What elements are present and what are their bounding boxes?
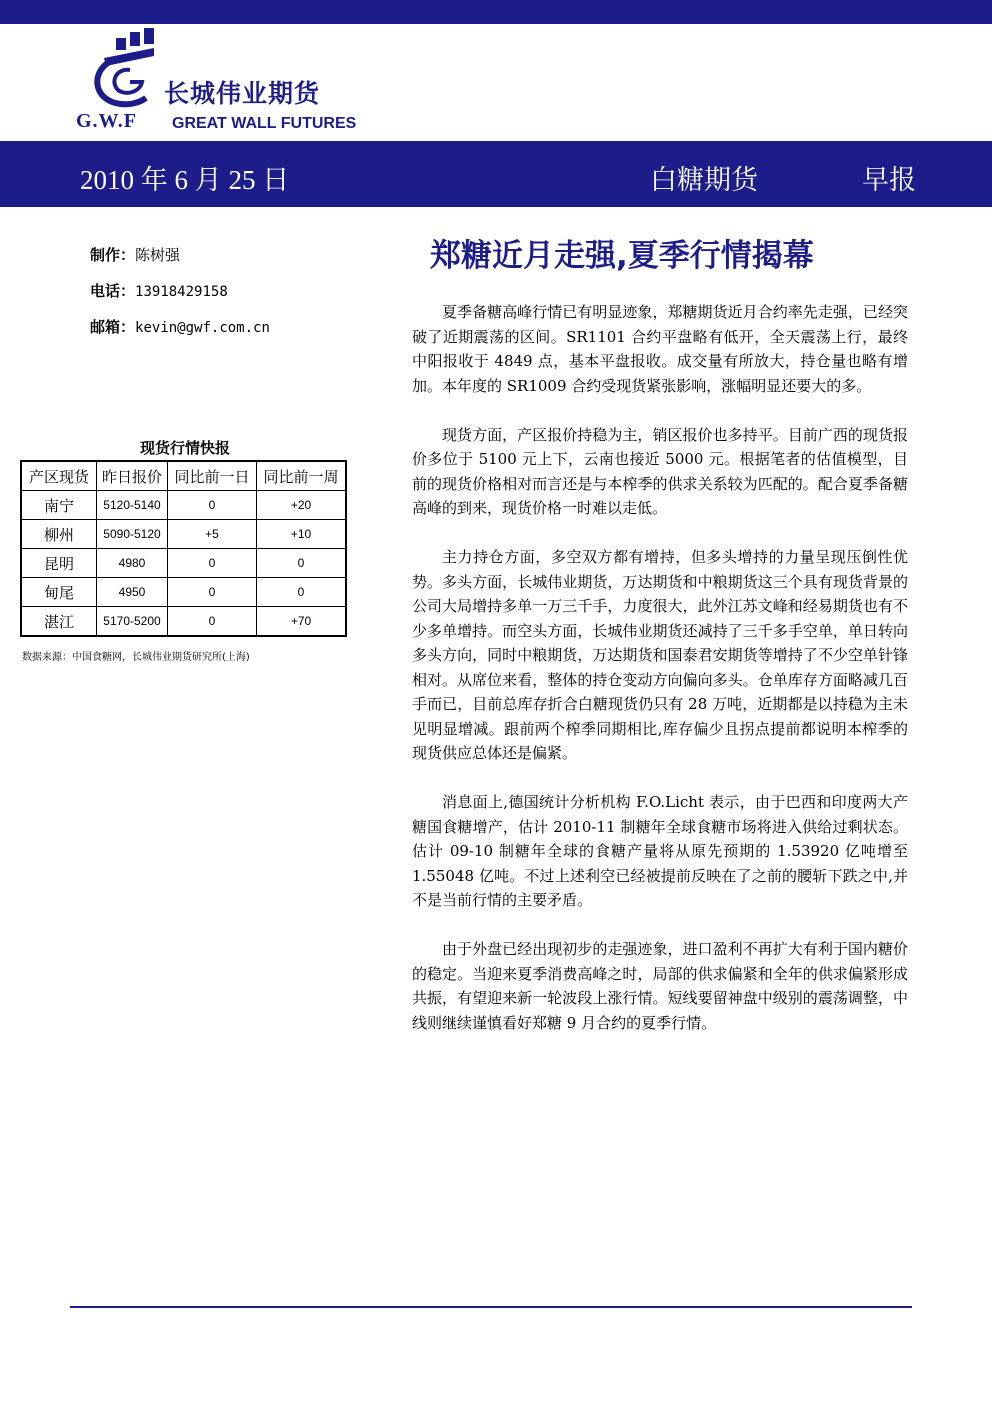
table-row <box>21 520 346 549</box>
week-change-cell: 0 <box>257 578 347 607</box>
region-cell: 柳州 <box>21 520 97 549</box>
week-change-cell: +20 <box>257 491 347 520</box>
day-change-cell: +5 <box>168 520 257 549</box>
data-source-note: 数据来源：中国食糖网，长城伟业期货研究所(上海) <box>22 652 250 663</box>
day-change-cell: 0 <box>168 491 257 520</box>
price-cell: 4980 <box>97 549 168 578</box>
table-header: 同比前一日 <box>168 461 257 491</box>
week-change-cell: +70 <box>257 607 347 637</box>
table-row <box>21 578 346 607</box>
phone-label: 电话 <box>90 282 121 300</box>
spot-table-title: 现货行情快报 <box>139 439 230 457</box>
price-cell: 4950 <box>97 578 168 607</box>
day-change-cell: 0 <box>168 549 257 578</box>
email-label: 邮箱 <box>90 318 121 336</box>
table-header: 昨日报价 <box>97 461 168 491</box>
paragraph: 主力持仓方面，多空双方都有增持，但多头增持的力量呈现压倒性优势。多头方面，长城伟业期货，万达期货和中粮期货这三个具有现货背景的公司大局增持多单一万三千手，力度很大，此外江苏文峰和经易期货也有不少多单增持。而空头方面，长城伟业期货还减持了三千多手空单，单日转向多头方向，同时中粮期货，万达期货和国泰君安期货等增持了不少空单针锋相对。从席位来看，整体的持仓变动方向偏向多头。仓单库存方面略减几百手而已，目前总库存折合白糖现货仍只有 28 万吨，近期都是以持稳为主未见明显增减。跟前两个榨季同期相比,库存偏少且拐点提前都说明本榨季的现货供应总体还是偏紧。 <box>412 548 908 762</box>
author-phone-row: 电话：13918429158 <box>90 282 228 300</box>
phone-value: 13918429158 <box>135 284 228 300</box>
logo-chinese-name: 长城伟业期货 <box>164 79 321 108</box>
region-cell: 南宁 <box>21 491 97 520</box>
article-title: 郑糖近月走强,夏季行情揭幕 <box>430 238 814 274</box>
week-change-cell: +10 <box>257 520 347 549</box>
report-type: 早报 <box>862 165 916 195</box>
logo-abbreviation: G.W.F <box>76 110 137 132</box>
table-row <box>21 549 346 578</box>
table-header-row <box>21 461 346 491</box>
table-row <box>21 491 346 520</box>
region-cell: 湛江 <box>21 607 97 637</box>
region-cell: 昆明 <box>21 549 97 578</box>
report-date: 2010 年 6 月 25 日 <box>80 165 290 195</box>
footer-divider <box>70 1306 912 1308</box>
day-change-cell: 0 <box>168 607 257 637</box>
author-email-row: 邮箱：kevin@gwf.com.cn <box>90 318 270 336</box>
table-header: 产区现货 <box>21 461 97 491</box>
author-maker-row: 制作：陈树强 <box>90 246 181 264</box>
report-banner <box>0 141 992 207</box>
paragraph: 现货方面，产区报价持稳为主，销区报价也多持平。目前广西的现货报价多位于 5100 元上下，云南也接近 5000 元。根据笔者的估值模型，目前的现货价格相对而言还是与本榨季的供求关系较为匹配的。配合夏季备糖高峰的到来，现货价格一时难以走低。 <box>412 425 908 517</box>
table-row <box>21 607 346 637</box>
report-category: 白糖期货 <box>650 165 758 195</box>
article-body <box>412 300 908 1060</box>
price-cell: 5120-5140 <box>97 491 168 520</box>
top-color-bar <box>0 0 992 24</box>
paragraph: 消息面上,德国统计分析机构 F.O.Licht 表示，由于巴西和印度两大产糖国食糖增产，估计 2010-11 制糖年全球食糖市场将进入供给过剩状态。估计 09-10 制糖年全球的食糖产量将从原先预期的 1.53920 亿吨增至 1.55048 亿吨。不过上述利空已经被提前反映在了之前的腰斩下跌之中,并不是当前行情的主要矛盾。 <box>412 793 908 909</box>
table-header: 同比前一周 <box>257 461 347 491</box>
week-change-cell: 0 <box>257 549 347 578</box>
price-cell: 5170-5200 <box>97 607 168 637</box>
region-cell: 甸尾 <box>21 578 97 607</box>
price-cell: 5090-5120 <box>97 520 168 549</box>
logo-english-name: GREAT WALL FUTURES <box>172 115 357 132</box>
day-change-cell: 0 <box>168 578 257 607</box>
paragraph: 夏季备糖高峰行情已有明显迹象，郑糖期货近月合约率先走强，已经突破了近期震荡的区间。SR1101 合约平盘略有低开，全天震荡上行，最终中阳报收于 4849 点，基本平盘报收。成交量有所放大，持仓量也略有增加。本年度的 SR1009 合约受现货紧张影响，涨幅明显还要大的多。 <box>412 303 908 395</box>
maker-label: 制作 <box>90 246 121 264</box>
company-logo <box>70 28 390 138</box>
paragraph: 由于外盘已经出现初步的走强迹象，进口盈利不再扩大有利于国内糖价的稳定。当迎来夏季消费高峰之时，局部的供求偏紧和全年的供求偏紧形成共振，有望迎来新一轮波段上涨行情。短线要留神盘中级别的震荡调整，中线则继续谨慎看好郑糖 9 月合约的夏季行情。 <box>412 940 908 1032</box>
spot-price-table <box>20 460 347 637</box>
email-value: kevin@gwf.com.cn <box>135 320 270 336</box>
great-wall-logo-icon <box>86 28 166 112</box>
maker-value: 陈树强 <box>135 246 181 264</box>
